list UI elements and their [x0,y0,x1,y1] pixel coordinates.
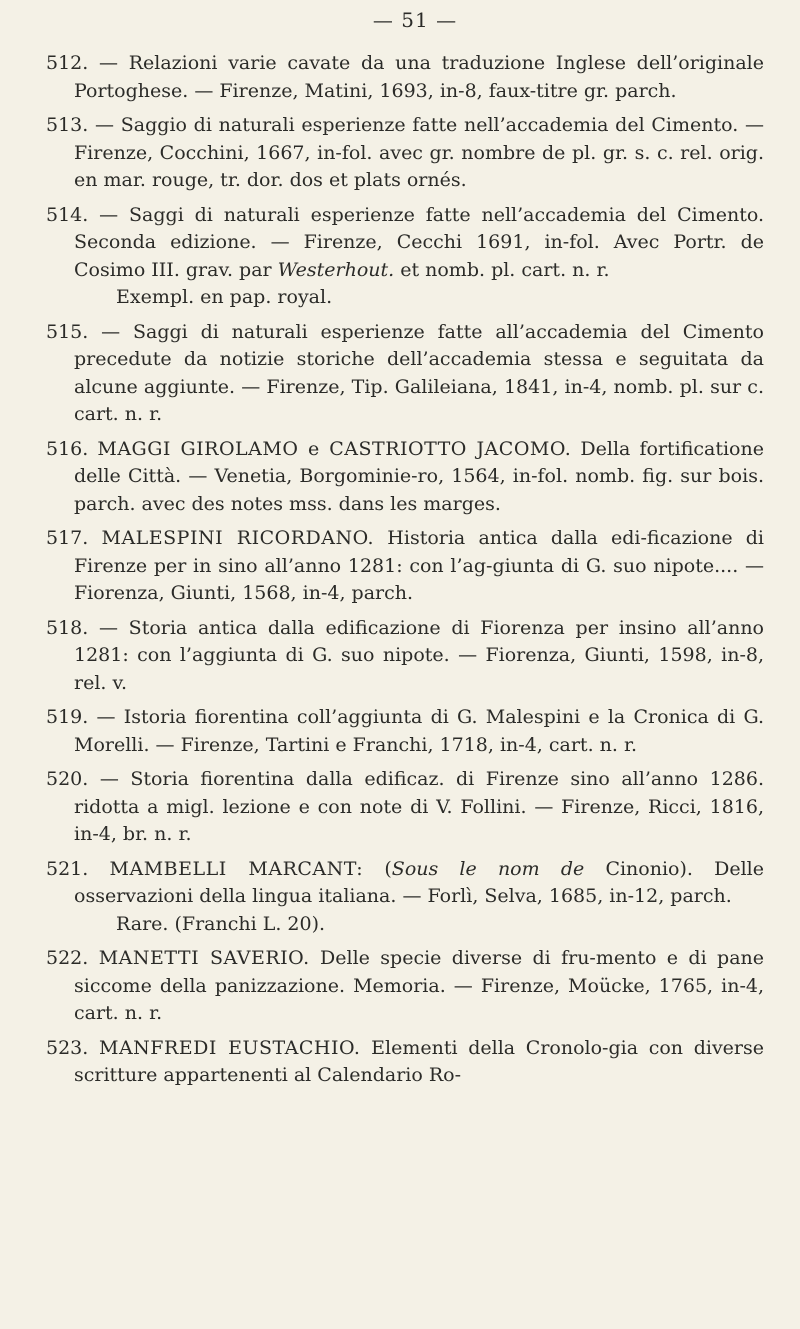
catalogue-entry-519 [46,704,764,759]
entry-number: 523. [46,1036,89,1059]
entry-number: 520. [46,768,89,790]
entry-number: 517. [46,527,89,549]
catalogue-entry-518 [46,615,764,698]
catalogue-entry-513 [46,112,764,195]
catalogue-entry-515 [46,319,764,429]
catalogue-entry-520 [46,766,764,849]
catalogue-entry-512 [46,50,764,105]
catalogue-entry-514 [46,202,764,312]
catalogue-entry-517 [46,525,764,608]
entry-number: 519. [46,706,89,728]
entry-number: 522. [46,947,89,969]
entry-author: MAMBELLI MARCANT: [109,857,364,880]
entry-author: MANETTI SAVERIO. [98,947,310,969]
entry-text: — Storia fiorentina dalla edificaz. di Firenze sino all’anno 1286. ridotta a migl. lezione e con note di V. Follini. — Firenze, Ricci, 1816, in-4, br. n. r. [74,768,764,845]
entry-author: MAGGI GIROLAMO e CASTRIOTTO JACOMO. [97,437,572,460]
entry-text: — Relazioni varie cavate da una traduzione Inglese dell’originale Portoghese. — Firenze, Matini, 1693, in-8, faux-titre gr. parch. [74,52,764,102]
entry-text: ( [384,857,392,880]
entry-text: — Storia antica dalla edificazione di Fiorenza per insino all’anno 1281: con l’aggiunta di G. suo nipote. — Fiorenza, Giunti, 1598, in-8, rel. v. [74,616,764,694]
entry-text: Historia antica dalla edi-ficazione di Firenze per in sino all’anno 1281: con l’ag-giunta di G. suo nipote.... — Fiorenza, Giunti, 1568, in-4, parch. [74,527,765,604]
engraver-name: Westerhout. [277,258,395,281]
entry-text: — Saggi di naturali esperienze fatte nell’accademia del Cimento. Seconda edizione. — Firenze, Cecchi 1691, in-fol. Avec Portr. de Cosimo III. grav. par [74,203,764,281]
entry-number: 521. [46,857,89,880]
entry-text: Delle specie diverse di fru-mento e di pane siccome della panizzazione. Memoria. — Firenze, Moücke, 1765, in-4, cart. n. r. [74,947,765,1024]
entry-text: Elementi della Cronolo-gia con diverse scritture appartenenti al Calendario Ro- [74,1036,764,1086]
entry-number: 512. [46,52,89,74]
entry-note: Exempl. en pap. royal. [116,286,333,308]
entry-number: 518. [46,616,89,639]
entry-text: — Istoria fiorentina coll’aggiunta di G. Malespini e la Cronica di G. Morelli. — Firenze, Tartini e Franchi, 1718, in-4, cart. n. r. [74,706,764,756]
page-number: — 51 — [372,8,458,32]
pseudonym-note: Sous le nom de [391,857,585,880]
catalogue-entry-523 [46,1035,764,1090]
entry-text-continued: Cinonio). Delle osservazioni della lingua italiana. — Forlì, Selva, 1685, in-12, parch. [74,857,765,907]
entry-text: — Saggi di naturali esperienze fatte all’accademia del Cimento precedute da notizie storiche dell’accademia stessa e seguitata da alcune aggiunte. — Firenze, Tip. Galileiana, 1841, in-4, nomb. pl. sur c. cart. n. r. [74,320,764,425]
entry-note: Rare. (Franchi L. 20). [116,912,326,935]
entry-number: 515. [46,320,89,343]
entry-text: Della fortificatione delle Città. — Venetia, Borgominie-ro, 1564, in-fol. nomb. fig. sur bois. parch. avec des notes mss. dans les marges. [74,437,764,515]
entry-author: MANFREDI EUSTACHIO. [99,1036,361,1059]
catalogue-entry-516 [46,436,764,519]
entry-text-continued: et nomb. pl. cart. n. r. [394,258,610,281]
entry-number: 513. [46,114,89,136]
entry-number: 514. [46,203,89,226]
catalogue-entry-522 [46,945,764,1028]
entry-author: MALESPINI RICORDANO. [101,527,375,549]
catalogue-entry-521 [46,856,764,939]
entry-text: — Saggio di naturali esperienze fatte nell’accademia del Cimento. — Firenze, Cocchini, 1667, in-fol. avec gr. nombre de pl. gr. s. c. rel. orig. en mar. rouge, tr. dor. dos et plats ornés. [74,114,764,191]
entry-number: 516. [46,437,89,460]
